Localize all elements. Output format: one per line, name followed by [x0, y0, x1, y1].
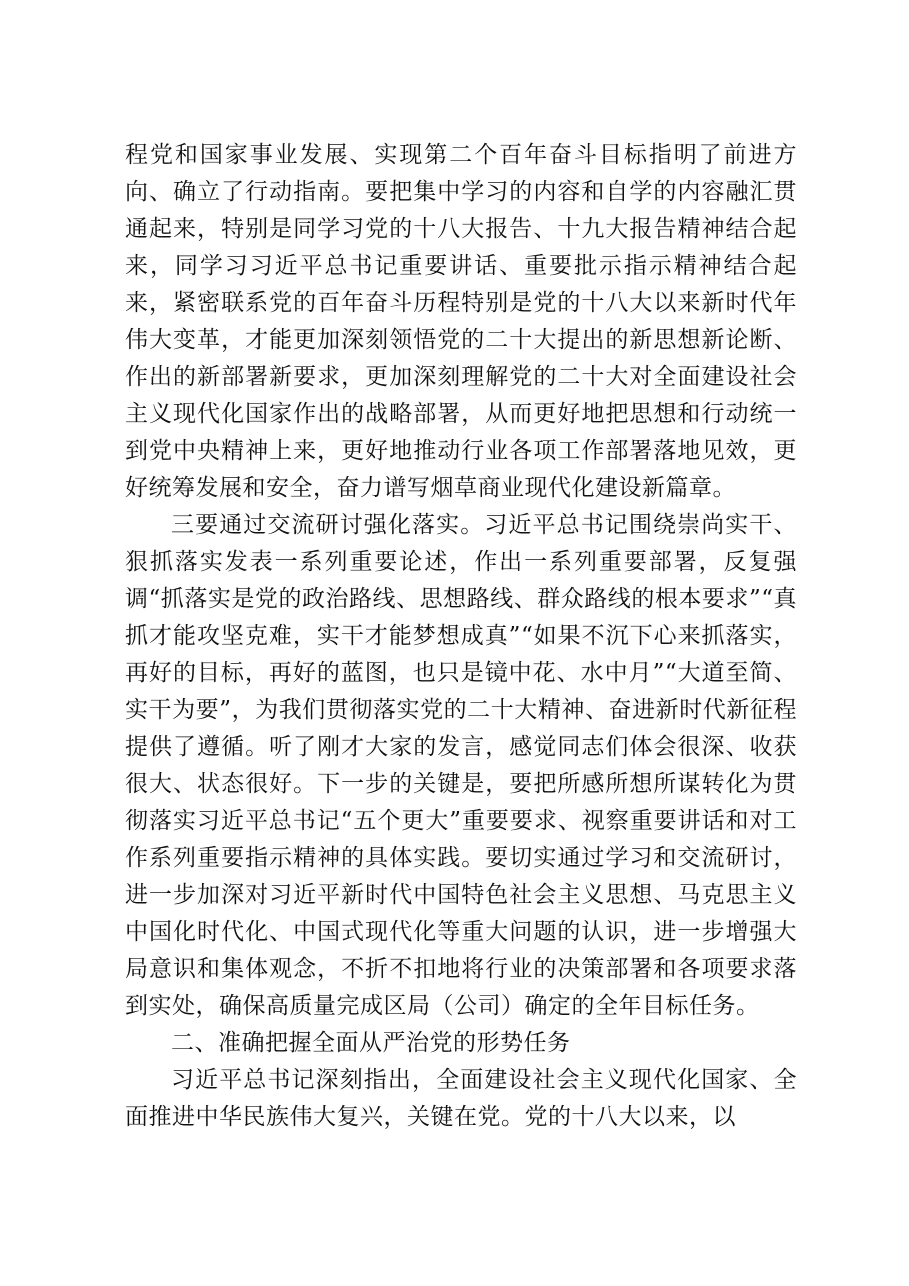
paragraph-continuation: 程党和国家事业发展、实现第二个百年奋斗目标指明了前进方向、确立了行动指南。要把集中学习的内容和自学的内容融汇贯通起来，特别是同学习党的十八大报告、十九大报告精神结合起来，同学习习近平总书记重要讲话、重要批示指示精神结合起来，紧密联系党的百年奋斗历程特别是党的十八大以来新时代年伟大变革，才能更加深刻领悟党的二十大提出的新思想新论断、作出的新部署新要求，更加深刻理解党的二十大对全面建设社会主义现代化国家作出的战略部署，从而更好地把思想和行动统一到党中央精神上来，更好地推动行业各项工作部署落地见效，更好统筹发展和安全，奋力谱写烟草商业现代化建设新篇章。	[125, 142, 797, 501]
paragraph-point-three: 三要通过交流研讨强化落实。习近平总书记围绕崇尚实干、狠抓落实发表一系列重要论述，作出一系列重要部署，反复强调“抓落实是党的政治路线、思想路线、群众路线的根本要求”“真抓才能攻坚克难，实干才能梦想成真”“如果不沉下心来抓落实，再好的目标，再好的蓝图，也只是镜中花、水中月”“大道至简、实干为要”，为我们贯彻落实党的二十大精神、奋进新时代新征程提供了遵循。听了刚才大家的发言，感觉同志们体会很深、收获很大、状态很好。下一步的关键是，要把所感所想所谋转化为贯彻落实习近平总书记“五个更大”重要要求、视察重要讲话和对工作系列重要指示精神的具体实践。要切实通过学习和交流研讨，进一步加深对习近平新时代中国特色社会主义思想、马克思主义中国化时代化、中国式现代化等重大问题的认识，进一步增强大局意识和集体观念，不折不扣地将行业的决策部署和各项要求落到实处，确保高质量完成区局（公司）确定的全年目标任务。	[125, 512, 797, 1019]
section-heading-two: 二、准确把握全面从严治党的形势任务	[171, 1030, 571, 1056]
document-body	[125, 137, 797, 1136]
paragraph-section-two-intro: 习近平总书记深刻指出，全面建设社会主义现代化国家、全面推进中华民族伟大复兴，关键在党。党的十八大以来，以	[125, 1067, 797, 1130]
